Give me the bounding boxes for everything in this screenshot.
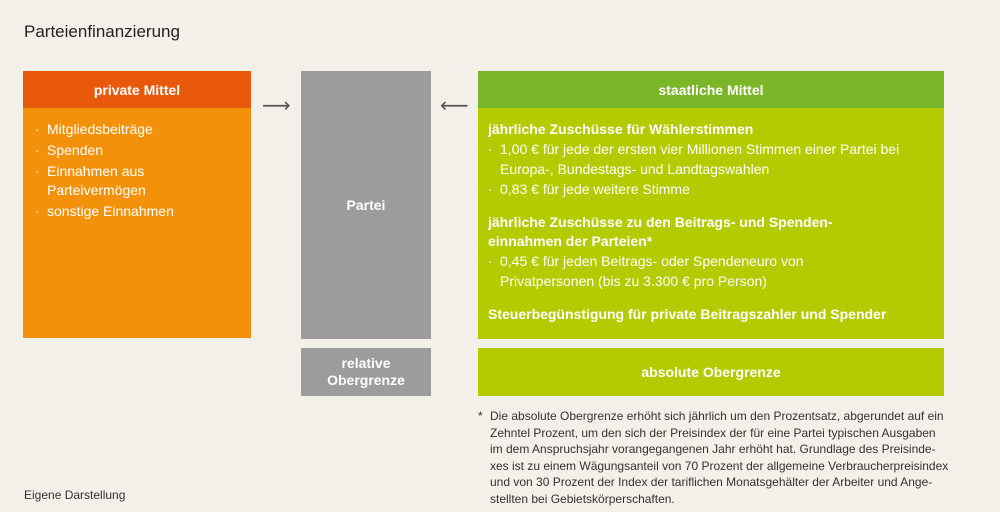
footnote-line: Zehntel Prozent, um den sich der Preisindex der für eine Partei typischen Ausgaben	[490, 425, 936, 440]
footnote-line: xes ist zu einem Wägungsanteil von 70 Prozent der allgemeine Verbraucherpreisindex	[490, 458, 949, 473]
list-item: · Mitgliedsbeiträge	[35, 120, 237, 139]
footnote-line: stellten bei Gebietskörperschaften.	[490, 491, 675, 506]
donation-subsidy-list	[488, 251, 934, 291]
donation-subsidy-title-line1: jährliche Zuschüsse zu den Beitrags- und Spenden-	[488, 214, 833, 230]
party-label: Partei	[346, 197, 386, 213]
private-funds-header: private Mittel	[23, 71, 251, 108]
donation-subsidy-title-line2: einnahmen der Parteien*	[488, 233, 653, 249]
state-funds-header: staatliche Mittel	[478, 71, 944, 108]
list-item: · 0,83 € für jede weitere Stimme	[488, 179, 934, 199]
footnote-line: im dem Anspruchsjahr vorangegangenen Jahr erhöht hat. Grundlage des Preisinde-	[490, 442, 936, 456]
footnote-line: und von 30 Prozent der Index der tariflichen Monatsgehälter der Arbeiter und Ange-	[490, 475, 933, 489]
relative-limit-line2: Obergrenze	[327, 372, 405, 388]
footnote	[478, 408, 949, 507]
tax-benefit-title: Steuerbegünstigung für private Beitragszahler und Spender	[488, 306, 887, 322]
footnote-line: Die absolute Obergrenze erhöht sich jährlich um den Prozentsatz, abgerundet auf ein	[490, 409, 944, 423]
list-item: · Einnahmen aus Parteivermögen	[35, 162, 167, 200]
diagram-title: Parteienfinanzierung	[24, 22, 180, 41]
state-funds-panel	[478, 108, 944, 339]
footnote-mark: *	[478, 409, 483, 423]
list-item: · Spenden	[35, 141, 237, 160]
arrow-right-icon: ⟶	[262, 95, 291, 117]
voter-subsidy-list	[488, 139, 934, 199]
private-funds-list	[35, 120, 237, 221]
list-item: · 1,00 € für jede der ersten vier Millionen Stimmen einer Partei bei Europa-, Bundestags- und Landtagswahlen	[488, 139, 920, 179]
arrow-left-icon: ⟵	[440, 95, 469, 117]
relative-limit-box	[301, 348, 431, 396]
party-box	[301, 71, 431, 339]
private-funds-panel	[23, 108, 251, 338]
relative-limit-line1: relative	[341, 355, 391, 371]
source-note: Eigene Darstellung	[24, 488, 126, 502]
list-item: · 0,45 € für jeden Beitrags- oder Spendeneuro von Privatpersonen (bis zu 3.300 € pro Person)	[488, 251, 840, 291]
voter-subsidy-title: jährliche Zuschüsse für Wählerstimmen	[488, 121, 754, 137]
absolute-limit-box: absolute Obergrenze	[478, 348, 944, 396]
list-item: · sonstige Einnahmen	[35, 202, 237, 221]
